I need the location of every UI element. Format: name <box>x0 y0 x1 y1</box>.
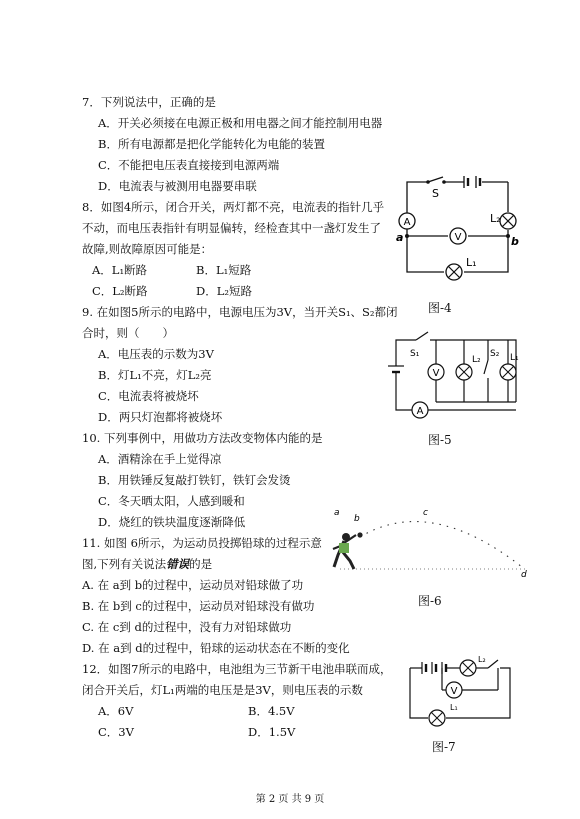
q8-option-c: C．L₂断路 <box>92 284 148 298</box>
switch-label: S <box>432 187 439 200</box>
q8-line-2: 不动，而电压表指针有明显偏转，经检查其中一盏灯发生了 <box>82 221 381 235</box>
q11-option-a: A. 在 a到 b的过程中，运动员对铅球做了功 <box>82 578 304 592</box>
ammeter-icon <box>399 213 415 229</box>
lamp-l1-icon <box>446 264 462 280</box>
q7-option-d: D．电流表与被测用电器要串联 <box>98 179 257 193</box>
lamp-l1-label: L₁ <box>466 256 477 269</box>
fig5-lamp-l2-icon <box>456 364 472 380</box>
q7-option-c: C．不能把电压表直接接到电源两端 <box>98 158 280 172</box>
page-number-footer: 第 2 页 共 9 页 <box>255 794 325 805</box>
figure-5-caption: 图-5 <box>428 433 452 447</box>
q12-option-a: A．6V <box>98 704 134 718</box>
svg-text:A: A <box>403 217 411 228</box>
lamp-l2-icon <box>500 213 516 229</box>
fig5-ammeter-icon <box>412 402 428 418</box>
fig7-lamp-top-icon <box>460 660 476 676</box>
q8-option-d: D．L₂短路 <box>196 284 252 298</box>
q11-line-2: 图,下列有关说法错误的是 <box>82 557 213 571</box>
q8-line-1: 8．如图4所示，闭合开关，两灯都不亮，电流表的指针几乎 <box>82 200 385 214</box>
q9-option-b: B．灯L₁不亮，灯L₂亮 <box>98 368 212 382</box>
fig6-point-b-label: b <box>354 514 360 524</box>
fig5-lamp-l1-icon <box>500 364 516 380</box>
fig6-point-c-label: c <box>423 508 428 518</box>
fig5-l1-label: L₁ <box>510 353 519 363</box>
figure-6-caption: 图-6 <box>418 594 442 608</box>
athlete-icon <box>333 533 356 569</box>
q7-option-a: A．开关必须接在电源正极和用电器之间才能控制用电器 <box>98 116 383 130</box>
q9-line-2: 合时，则（ ） <box>82 326 174 340</box>
figure-7-caption: 图-7 <box>432 740 456 754</box>
q10-option-b: B．用铁锤反复敲打铁钉，铁钉会发烫 <box>98 473 291 487</box>
shot-put-icon <box>357 532 362 537</box>
fig6-point-d-label: d <box>521 570 527 580</box>
fig7-voltmeter-icon <box>446 682 462 698</box>
svg-text:V: V <box>432 368 440 379</box>
q8-line-3: 故障,则故障原因可能是： <box>82 242 213 256</box>
svg-text:V: V <box>450 686 458 697</box>
fig6-point-a-label: a <box>334 508 340 518</box>
q12-option-c: C．3V <box>98 725 134 739</box>
q9-line-1: 9. 在如图5所示的电路中，电源电压为3V，当开关S₁、S₂都闭 <box>82 305 398 319</box>
figure-4-circuit <box>392 174 522 288</box>
fig7-lamp-bottom-icon <box>429 710 445 726</box>
figure-7-circuit <box>402 654 520 730</box>
q12-line-2: 闭合开关后，灯L₁两端的电压是是3V，则电压表的示数 <box>82 683 363 697</box>
fig5-voltmeter-icon <box>428 364 444 380</box>
q11-emphasis: 错误 <box>166 557 190 571</box>
q11-line-1: 11. 如图 6所示，为运动员投掷铅球的过程示意 <box>82 536 322 550</box>
point-a-label: a <box>396 231 404 244</box>
q11-option-b: B. 在 b到 c的过程中，运动员对铅球没有做功 <box>82 599 315 613</box>
q10-option-a: A．酒精涂在手上觉得凉 <box>98 452 222 466</box>
fig5-s1-label: S₁ <box>410 349 420 359</box>
q11-option-d: D. 在 a到 d的过程中，铅球的运动状态在不断的变化 <box>82 641 350 655</box>
lamp-l2-label: L₂ <box>490 212 501 225</box>
q9-option-c: C．电流表将被烧坏 <box>98 389 199 403</box>
q10-stem: 10. 下列事例中，用做功方法改变物体内能的是 <box>82 431 323 445</box>
q7-stem: 7．下列说法中，正确的是 <box>82 95 216 109</box>
q7-option-b: B．所有电源都是把化学能转化为电能的装置 <box>98 137 325 151</box>
q10-option-d: D．烧红的铁块温度逐渐降低 <box>98 515 246 529</box>
fig5-l2-label: L₂ <box>472 355 481 365</box>
q11-option-c: C. 在 c到 d的过程中，没有力对铅球做功 <box>82 620 292 634</box>
point-b-label: b <box>511 235 519 248</box>
q8-option-b: B．L₁短路 <box>196 263 252 277</box>
figure-6-diagram <box>330 505 530 585</box>
fig7-lamp-bottom-label: L₁ <box>450 703 458 712</box>
fig5-s2-label: S₂ <box>490 349 500 359</box>
q10-option-c: C．冬天晒太阳，人感到暖和 <box>98 494 245 508</box>
svg-text:A: A <box>416 406 424 417</box>
svg-text:V: V <box>454 232 462 243</box>
fig7-lamp-top-label: L₂ <box>478 655 486 664</box>
figure-4-caption: 图-4 <box>428 301 452 315</box>
q12-line-1: 12．如图7所示的电路中，电池组为三节新干电池串联而成， <box>82 662 392 676</box>
q9-option-d: D．两只灯泡都将被烧坏 <box>98 410 223 424</box>
figure-5-circuit <box>388 326 524 422</box>
voltmeter-icon <box>450 228 466 244</box>
q9-option-a: A．电压表的示数为3V <box>98 347 214 361</box>
q8-option-a: A．L₁断路 <box>92 263 148 277</box>
q12-option-d: D．1.5V <box>248 725 296 739</box>
q12-option-b: B．4.5V <box>248 704 295 718</box>
